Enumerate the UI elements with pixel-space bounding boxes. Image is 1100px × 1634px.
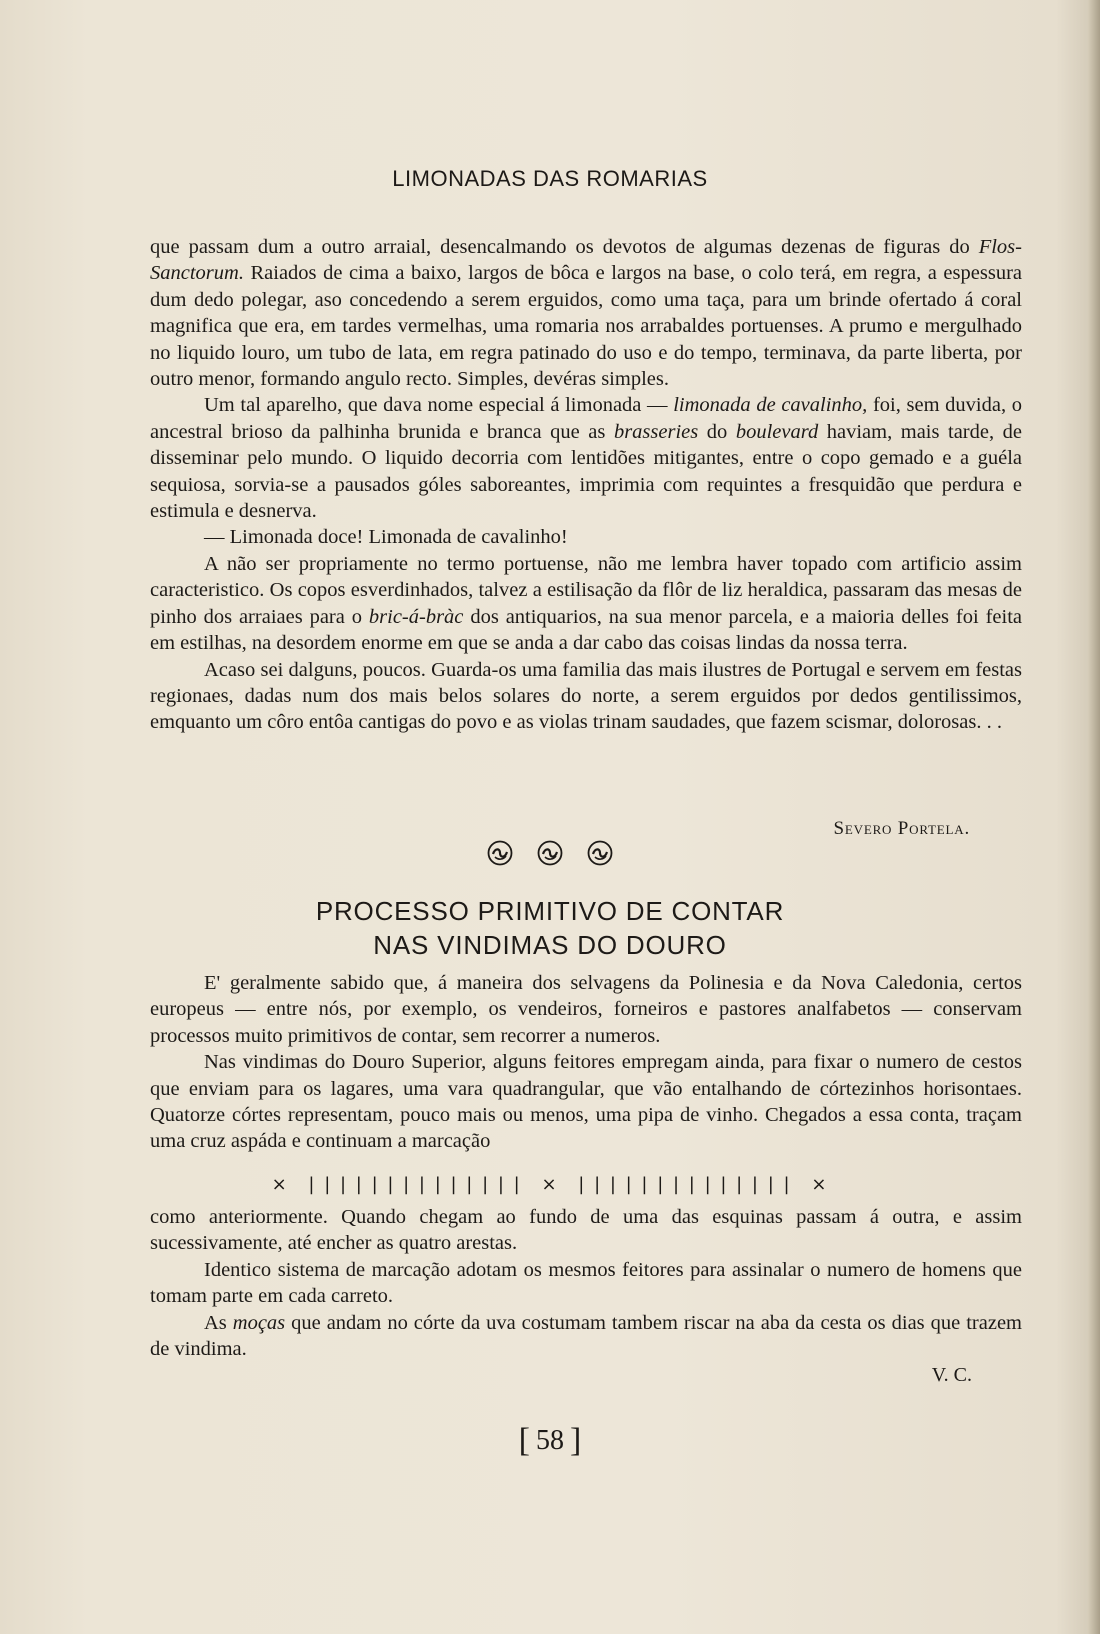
article-processo-body-continued — [150, 1204, 1022, 1362]
paragraph: A não ser propriamente no termo portuense, não me lembra haver topado com artificio assim caracteristico. Os copos esverdinhados, talvez a estilisação da flôr de liz heraldica, passaram das mesas de pinho dos arraiaes para o bric-á-bràc dos antiquarios, na sua menor parcela, e a maioria delles foi feita em estilhas, na desordem enorme em que se anda a dar cabo das coisas lindas da nossa terra. — [150, 552, 1022, 655]
author-signature: Severo Portela. — [833, 818, 970, 839]
tally-group: | | | | | | | | | | | | | | — [308, 1174, 522, 1195]
paragraph: As moças que andam no córte da uva costumam tambem riscar na aba da cesta os dias que trazem de vindima. — [150, 1311, 1022, 1361]
page-edge-shadow — [1088, 0, 1100, 1634]
running-head: LIMONADAS DAS ROMARIAS — [392, 166, 708, 191]
folio-bracket: [ — [518, 1422, 530, 1459]
article-processo-body — [150, 970, 1022, 1155]
tally-marks-row — [0, 1174, 1100, 1195]
scroll-ornament-icon — [487, 840, 513, 866]
paragraph: que passam dum a outro arraial, desencalmando os devotos de algumas dezenas de figuras do Flos-Sanctorum. Raiados de cima a baixo, largos de bôca e largos na base, o colo terá, em regra, a espessura dum dedo polegar, aso concedendo a serem erguidos, como uma taça, para um brinde ofertado á coral magnifica que era, em tardes vermelhas, uma romaria nos arrabaldes portuenses. A prumo e mergulhado no liquido louro, um tubo de lata, em regra patinado do uso e do tempo, terminava, da parte liberta, por outro menor, formando angulo recto. Simples, devéras simples. — [150, 236, 1022, 391]
author-initials: V. C. — [931, 1364, 972, 1386]
paragraph: como anteriormente. Quando chegam ao fundo de uma das esquinas passam á outra, e assim sucessivamente, até encher as quatro arestas. — [150, 1206, 1022, 1255]
scroll-ornament-icon — [587, 840, 613, 866]
folio-number: 58 — [536, 1425, 564, 1456]
cross-mark: × — [811, 1174, 829, 1195]
tally-group: | | | | | | | | | | | | | | — [578, 1174, 792, 1195]
scroll-ornament-icon — [537, 840, 563, 866]
paragraph: E' geralmente sabido que, á maneira dos selvagens da Polinesia e da Nova Caledonia, certos europeus — entre nós, por exemplo, os vendeiros, forneiros e pastores analfabetos — conservam processos muito primitivos de contar, sem recorrer a numeros. — [150, 972, 1022, 1047]
cross-mark: × — [271, 1174, 289, 1195]
article-limonadas-body — [150, 234, 1022, 736]
paragraph: Nas vindimas do Douro Superior, alguns feitores empregam ainda, para fixar o numero de cestos que enviam para os lagares, uma vara quadrangular, que vão entalhando de córtezinhos horisontaes. Quatorze córtes representam, pouco mais ou menos, uma pipa de vinho. Chegados a essa conta, traçam uma cruz aspáda e continuam a marcação — [150, 1051, 1022, 1153]
folio-bracket: ] — [570, 1422, 582, 1459]
page-number — [0, 1422, 1100, 1460]
section-title-line: PROCESSO PRIMITIVO DE CONTAR — [315, 896, 785, 926]
triple-scroll-ornament-icon — [0, 840, 1100, 871]
section-title — [0, 894, 1100, 962]
paragraph: Acaso sei dalguns, poucos. Guarda-os uma familia das mais ilustres de Portugal e servem em festas regionaes, dadas num dos mais belos solares do norte, a serem erguidos por dedos gentilissimos, emquanto um côro entôa cantigas do povo e as violas trinam saudades, que fazem scismar, dolorosas. . . — [150, 658, 1022, 734]
paragraph: — Limonada doce! Limonada de cavalinho! — [204, 526, 568, 549]
paragraph: Identico sistema de marcação adotam os mesmos feitores para assinalar o numero de homens que tomam parte em cada carreto. — [150, 1258, 1022, 1308]
section-title-line: NAS VINDIMAS DO DOURO — [373, 930, 727, 960]
cross-mark: × — [541, 1174, 559, 1195]
paragraph: Um tal aparelho, que dava nome especial á limonada — limonada de cavalinho, foi, sem duvida, o ancestral brioso da palhinha brunida e branca que as brasseries do boulevard haviam, mais tarde, de disseminar pelo mundo. O liquido decorria com lentidões mitigantes, entre o copo gemado e a guéla sequiosa, sorvia-se a pausados góles saboreantes, imprimia com requintes a fresquidão que perdura e estimula e desnerva. — [150, 394, 1022, 523]
